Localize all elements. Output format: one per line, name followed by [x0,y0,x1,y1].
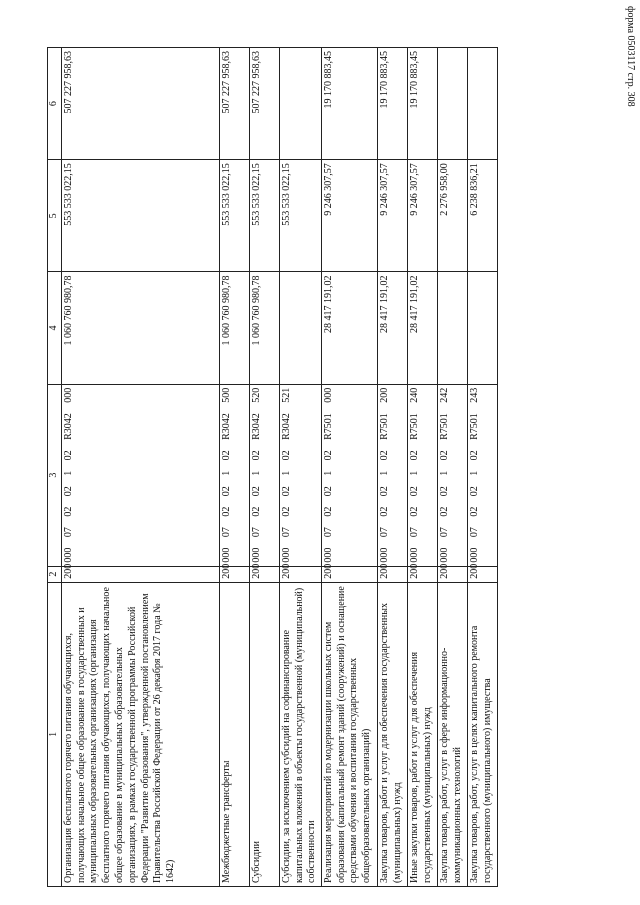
amount-v6: 19 170 883,45 [407,48,437,160]
code-part: 02 [468,450,480,461]
code-part: 02 [250,506,262,517]
amount-v5: 553 533 022,15 [61,160,219,272]
code-part: 02 [322,450,334,461]
code-part: 07 [408,527,420,538]
code-part: 000 [62,547,74,563]
line-code: 200 [377,566,407,582]
code-part: 02 [438,486,450,497]
code-part: 07 [438,527,450,538]
code-part: 1 [408,470,420,476]
amount-v5: 553 533 022,15 [249,160,279,272]
row-name: Реализация мероприятий по модернизации школьных систем образования (капитальный ремонт зданий (сооружений) и оснащение средствами обучения и воспитания государственных общеобразовательных организаций) [321,582,377,886]
code-part: R3042 [62,413,74,440]
code-part: 07 [62,527,74,538]
code-part: 02 [62,506,74,517]
report-table [47,47,498,887]
amount-v6 [467,48,497,160]
classification-code [437,384,467,566]
column-header: 2 [48,566,62,582]
classification-code [377,384,407,566]
amount-v4: 1 060 760 980,78 [61,272,219,384]
code-part: 02 [220,506,232,517]
code-part: 07 [280,527,292,538]
code-part: 520 [250,387,262,403]
code-part: R7501 [438,413,450,440]
code-part: 000 [250,547,262,563]
code-part: 521 [280,387,292,403]
code-part: 02 [378,486,390,497]
classification-code [61,384,219,566]
column-header: 4 [48,272,62,384]
code-part: 02 [322,506,334,517]
code-part: 02 [62,450,74,461]
code-part: 1 [438,470,450,476]
code-part: 242 [438,387,450,403]
classification-code [467,384,497,566]
amount-v4: 1 060 760 980,78 [249,272,279,384]
amount-v6 [437,48,467,160]
code-part: 02 [408,450,420,461]
code-part: 000 [322,387,334,403]
code-part: 240 [408,387,420,403]
table-row [61,48,219,887]
rotated-table-container [47,47,640,887]
row-name: Закупка товаров, работ и услуг для обеспечения государственных (муниципальных) нужд [377,582,407,886]
amount-v6: 19 170 883,45 [321,48,377,160]
amount-v5: 553 533 022,15 [279,160,321,272]
table-body [61,48,497,887]
line-code: 200 [437,566,467,582]
code-part: 07 [322,527,334,538]
code-part: 500 [220,387,232,403]
code-part: 02 [322,486,334,497]
amount-v5: 6 238 836,21 [467,160,497,272]
code-part: 07 [250,527,262,538]
code-part: 000 [280,547,292,563]
code-part: 1 [220,470,232,476]
code-part: 000 [220,547,232,563]
code-part: 02 [408,506,420,517]
code-part: 02 [220,450,232,461]
code-part: 243 [468,387,480,403]
code-part: 02 [280,486,292,497]
amount-v6 [279,48,321,160]
classification-code [219,384,249,566]
amount-v5: 9 246 307,57 [407,160,437,272]
code-part: 1 [322,470,334,476]
header-row [48,48,62,887]
table-row [249,48,279,887]
table-row [321,48,377,887]
code-part: 02 [378,450,390,461]
code-part: 02 [378,506,390,517]
code-part: 07 [220,527,232,538]
code-part: 02 [250,450,262,461]
column-header: 5 [48,160,62,272]
line-code: 200 [321,566,377,582]
table-row [377,48,407,887]
row-name: Межбюджетные трансферты [219,582,249,886]
amount-v5: 2 276 958,00 [437,160,467,272]
code-part: 1 [250,470,262,476]
code-part: 02 [250,486,262,497]
classification-code [321,384,377,566]
amount-v6: 19 170 883,45 [377,48,407,160]
classification-code [407,384,437,566]
amount-v5: 9 246 307,57 [321,160,377,272]
table-row [467,48,497,887]
code-part: 02 [468,486,480,497]
code-part: 000 [62,387,74,403]
row-name: Субсидии, за исключением субсидий на софинансирование капитальных вложений в объекты государственной (муниципальной) собственности [279,582,321,886]
classification-code [279,384,321,566]
code-part: 000 [378,547,390,563]
code-part: R7501 [468,413,480,440]
form-label: форма 0503117 стр. 308 [625,6,636,107]
code-part: 000 [322,547,334,563]
column-header: 6 [48,48,62,160]
table-row [219,48,249,887]
row-name: Субсидии [249,582,279,886]
row-name: Закупка товаров, работ, услуг в целях капитального ремонта государственного (муниципального) имущества [467,582,497,886]
amount-v6: 507 227 958,63 [219,48,249,160]
code-part: 02 [408,486,420,497]
line-code: 200 [467,566,497,582]
code-part: 02 [438,450,450,461]
line-code: 200 [407,566,437,582]
amount-v4: 1 060 760 980,78 [219,272,249,384]
code-part: 02 [280,506,292,517]
amount-v4 [437,272,467,384]
amount-v4 [467,272,497,384]
column-header: 3 [48,384,62,566]
line-code: 200 [219,566,249,582]
amount-v6: 507 227 958,63 [61,48,219,160]
code-part: 07 [468,527,480,538]
code-part: R7501 [408,413,420,440]
code-part: R3042 [220,413,232,440]
amount-v4: 28 417 191,02 [377,272,407,384]
amount-v5: 9 246 307,57 [377,160,407,272]
code-part: 02 [220,486,232,497]
code-part: 02 [280,450,292,461]
column-header: 1 [48,582,62,886]
row-name: Иные закупки товаров, работ и услуг для обеспечения государственных (муниципальных) нужд [407,582,437,886]
row-name: Закупка товаров, работ, услуг в сфере информационно-коммуникационных технологий [437,582,467,886]
code-part: 1 [280,470,292,476]
table-row [407,48,437,887]
code-part: 200 [378,387,390,403]
code-part: R3042 [250,413,262,440]
amount-v4: 28 417 191,02 [407,272,437,384]
code-part: 1 [468,470,480,476]
code-part: 000 [468,547,480,563]
table-row [437,48,467,887]
code-part: 02 [438,506,450,517]
code-part: 02 [62,486,74,497]
code-part: 1 [378,470,390,476]
code-part: 07 [378,527,390,538]
code-part: R3042 [280,413,292,440]
row-name: Организация бесплатного горячего питания обучающихся, получающих начальное общее образование в государственных и муниципальных образовательных организациях (организация бесплатного горячего питания обучающихся, получающих начальное общее образование в муниципальных образовательных организациях, в рамках государственной программы Российской Федерации "Развитие образования", утвержденной постановлением Правительства Российской Федерации от 26 декабря 2017 года № 1642) [61,582,219,886]
code-part: R7501 [378,413,390,440]
classification-code [249,384,279,566]
amount-v5: 553 533 022,15 [219,160,249,272]
table-row [279,48,321,887]
line-code: 200 [279,566,321,582]
code-part: 02 [468,506,480,517]
line-code: 200 [61,566,219,582]
amount-v4 [279,272,321,384]
line-code: 200 [249,566,279,582]
code-part: 1 [62,470,74,476]
code-part: 000 [438,547,450,563]
amount-v4: 28 417 191,02 [321,272,377,384]
code-part: R7501 [322,413,334,440]
amount-v6: 507 227 958,63 [249,48,279,160]
code-part: 000 [408,547,420,563]
